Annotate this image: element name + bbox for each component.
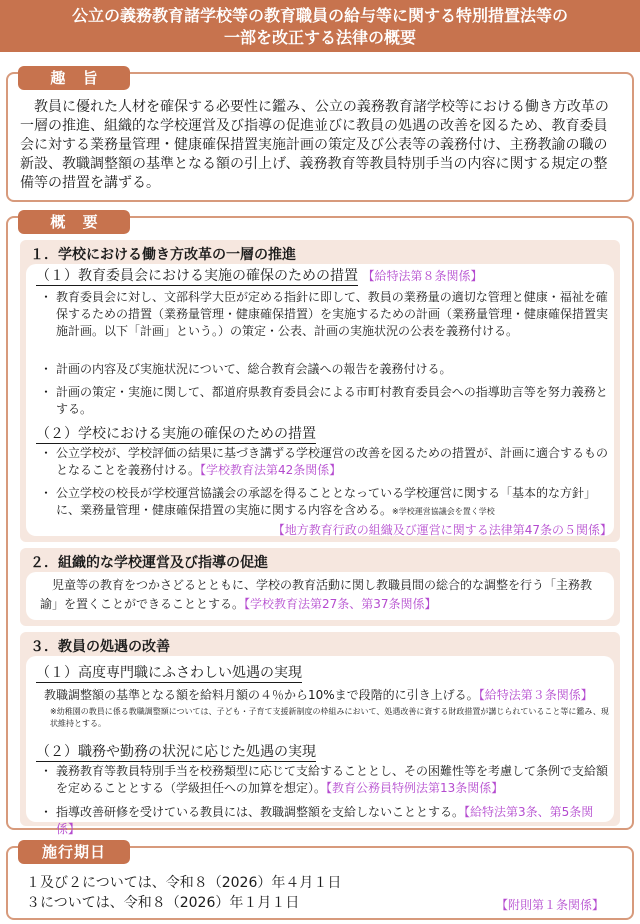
s3-sub1-title: （１）高度専門職にふさわしい処遇の実現 [36, 665, 302, 681]
s1-bullet1: ・ 教育委員会に対し、文部科学大臣が定める指針に即して、教員の業務量の適切な管理と健康・福祉を確保するための措置（業務量管理・健康確保措置）を実施するための計画（業務量管理・健康確保措置実施計画。以下「計画」という。）の策定・公表、計画の実施状況の公表を義務付ける。 [40, 290, 609, 338]
sekou-line1: １及び２については、令和８（2026）年４月１日 [26, 875, 342, 891]
gaiyo-label: 概 要 [18, 210, 130, 234]
s1-bullet3: ・ 計画の策定・実施に関して、都道府県教育委員会による市町村教育委員会への指導助言等を努力義務とする。 [40, 384, 610, 418]
s3-bullet2-text: 指導改善研修を受けている教員には、教職調整額を支給しないこととする。 [56, 805, 465, 819]
s1-bullet3-text: 計画の策定・実施に関して、都道府県教育委員会による市町村教育委員会への指導助言等を努力義務とする。 [56, 385, 608, 416]
shushi-label: 趣 旨 [18, 66, 130, 90]
s1-bullet2: ・ 計画の内容及び実施状況について、総合教育会議への報告を義務付ける。 [40, 361, 610, 378]
s1-bullet4-ref: 【学校教育法第42条関係】 [200, 463, 342, 477]
s1-bullet4: ・ 公立学校が、学校評価の結果に基づき講ずる学校運営の改善を図るための措置が、計画に適合するものとなることを義務付ける。【学校教育法第42条関係】 [40, 446, 609, 477]
s1-bullet5: ・ 公立学校の校長が学校運営協議会の承認を得ることとなっている学校運営に関する「基本的な方針」に、業務量管理・健康確保措置の実施に関する内容を含める。※学校運営協議会を置く学校 [40, 486, 597, 517]
sekou-label: 施行期日 [18, 840, 130, 864]
s1-bullet1-text: 教育委員会に対し、文部科学大臣が定める指針に即して、教員の業務量の適切な管理と健康・福祉を確保するための措置（業務量管理・健康確保措置）を実施するための計画（業務量管理・健康確保措置実施計画。以下「計画」という。）の策定・公表、計画の実施状況の公表を義務付ける。 [56, 290, 609, 338]
title-line1: 公立の義務教育諸学校等の教育職員の給与等に関する特別措置法等の [71, 6, 568, 25]
s3-text1: 教職調整額の基準となる額を給料月額の４％から10%まで段階的に引き上げる。 [44, 688, 479, 702]
s3-text1-block [44, 687, 614, 704]
s3-sub2-title: （２）職務や勤務の状況に応じた処遇の実現 [36, 744, 316, 760]
s3-bullet2-ref: 【給特法第3条、第5条関係】 [56, 805, 594, 836]
s3-sub1 [36, 662, 302, 682]
s1-sub1 [36, 265, 482, 285]
s2-text-block [40, 576, 610, 614]
s1-bullet4-text: 公立学校が、学校評価の結果に基づき講ずる学校運営の改善を図るための措置が、計画に適合するものとなることを義務付ける。 [56, 446, 609, 477]
s1-bullet2-text: 計画の内容及び実施状況について、総合教育会議への報告を義務付ける。 [56, 362, 452, 376]
section3-title: ３．教員の処遇の改善 [30, 639, 170, 655]
s1-sub2-title: （２）学校における実施の確保のための措置 [36, 426, 316, 442]
shushi-text: 教員に優れた人材を確保する必要性に鑑み、公立の義務教育諸学校等における働き方改革の一層の推進、組織的な学校運営及び指導の促進並びに教員の処遇の改善を図るため、教育委員会に対する業務量管理・健康確保措置実施計画の策定及び公表等の義務付け、主務教諭の職の新設、教職調整額の基準となる額の引上げ、義務教育等教員特別手当の内容に関する規定の整備等の措置を講ずる。 [20, 99, 609, 191]
sekou-line2: ３については、令和８（2026）年１月１日 [26, 895, 300, 911]
s1-bullet5-ref: 【地方教育行政の組織及び運営に関する法律第47条の５関係】 [272, 523, 612, 537]
s3-bullet1-ref: 【教育公務員特例法第13条関係】 [326, 781, 504, 795]
s3-sub2 [36, 741, 316, 761]
s3-bullet2: ・ 指導改善研修を受けている教員には、教職調整額を支給しないこととする。【給特法第3条、第5条関係】 [40, 805, 594, 836]
s3-note: ※幼稚園の教員に係る教職調整額については、子ども・子育て支援新制度の枠組みにおいて、処遇改善に資する財政措置が講じられていること等に鑑み、現状維持とする。 [50, 707, 609, 728]
shushi-section [6, 69, 634, 202]
section2-title: ２．組織的な学校運営及び指導の促進 [30, 555, 268, 571]
title-line2: 一部を改正する法律の概要 [223, 28, 416, 47]
s3-text1-ref: 【給特法第３条関係】 [478, 688, 593, 702]
s2-ref: 【学校教育法第27条、第37条関係】 [244, 597, 437, 611]
title-banner [0, 0, 640, 52]
s1-sub1-title: （１）教育委員会における実施の確保のための措置 [36, 268, 358, 284]
s1-sub1-ref: 【給特法第８条関係】 [362, 269, 483, 283]
section1-title: １．学校における働き方改革の一層の推進 [30, 247, 296, 263]
sekou-section [6, 843, 634, 920]
s3-bullet1: ・ 義務教育等教員特別手当を校務類型に応じて支給することとし、その困難性等を考慮して条例で支給額を定めることとする（学級担任への加算を想定）。【教育公務員特例法第13条関係】 [40, 764, 609, 795]
s3-bullet1-text: 義務教育等教員特別手当を校務類型に応じて支給することとし、その困難性等を考慮して条例で支給額を定めることとする（学級担任への加算を想定）。 [56, 764, 609, 795]
s1-bullet5-note: ※学校運営協議会を置く学校 [392, 507, 495, 516]
sekou-ref: 【附則第１条関係】 [495, 898, 604, 912]
s1-sub2 [36, 423, 316, 443]
s1-bullet5-text: 公立学校の校長が学校運営協議会の承認を得ることとなっている学校運営に関する「基本的な方針」に、業務量管理・健康確保措置の実施に関する内容を含める。 [56, 486, 597, 517]
s2-text: 児童等の教育をつかさどるとともに、学校の教育活動に関し教職員間の総合的な調整を行う「主務教諭」を置くことができることとする。 [40, 578, 593, 611]
